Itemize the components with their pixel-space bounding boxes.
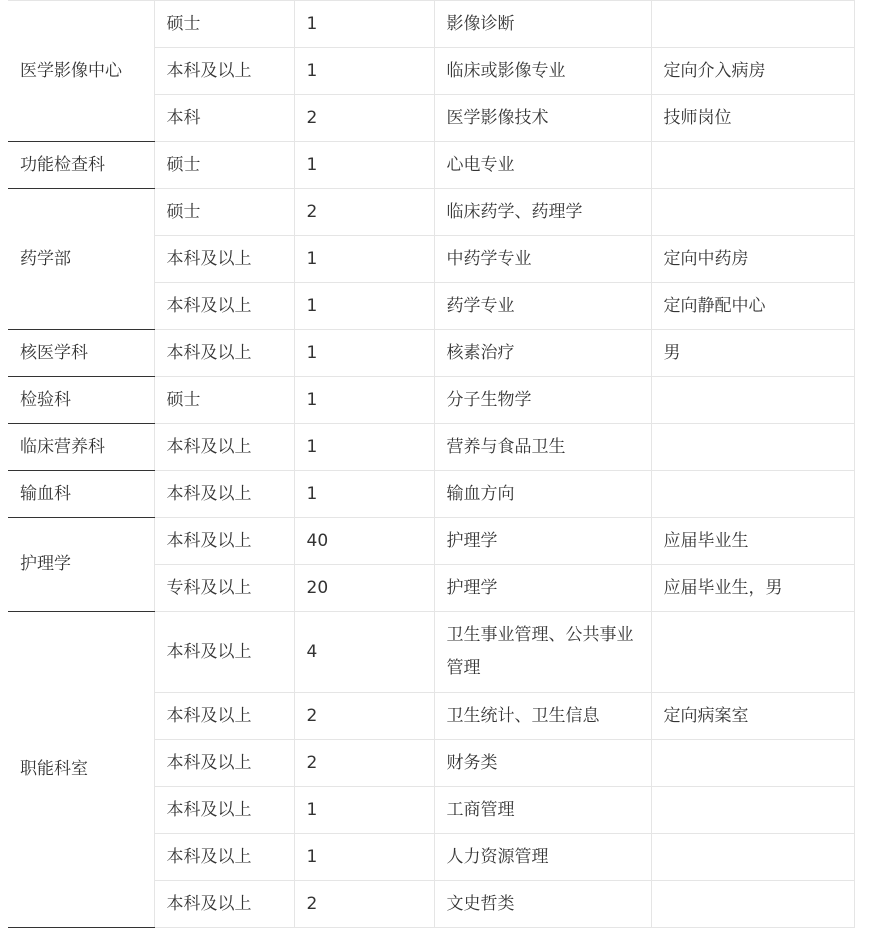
table-row: [8, 471, 854, 518]
degree-cell: 专科及以上: [154, 565, 294, 612]
count-cell: 2: [294, 189, 434, 236]
major-cell: 药学专业: [434, 283, 651, 330]
major-cell: 护理学: [434, 565, 651, 612]
degree-cell: 本科及以上: [154, 283, 294, 330]
major-cell: 卫生统计、卫生信息: [434, 693, 651, 740]
count-cell: 1: [294, 787, 434, 834]
major-cell: 营养与食品卫生: [434, 424, 651, 471]
degree-cell: 硕士: [154, 189, 294, 236]
note-cell: [651, 424, 854, 471]
table-row: [8, 377, 854, 424]
table-row: [8, 1, 854, 48]
recruitment-table-body: [8, 1, 854, 928]
note-cell: [651, 612, 854, 693]
dept-cell: 输血科: [8, 471, 154, 518]
count-cell: 2: [294, 740, 434, 787]
degree-cell: 本科及以上: [154, 787, 294, 834]
dept-cell: 医学影像中心: [8, 1, 154, 142]
degree-cell: 本科及以上: [154, 471, 294, 518]
count-cell: 2: [294, 693, 434, 740]
degree-cell: 本科及以上: [154, 740, 294, 787]
major-cell: 心电专业: [434, 142, 651, 189]
table-row: [8, 330, 854, 377]
note-cell: 定向介入病房: [651, 48, 854, 95]
note-cell: [651, 881, 854, 928]
count-cell: 1: [294, 236, 434, 283]
note-cell: 定向中药房: [651, 236, 854, 283]
note-cell: [651, 787, 854, 834]
count-cell: 1: [294, 471, 434, 518]
count-cell: 1: [294, 48, 434, 95]
count-cell: 1: [294, 424, 434, 471]
major-cell: 人力资源管理: [434, 834, 651, 881]
note-cell: 应届毕业生，男: [651, 565, 854, 612]
note-cell: [651, 1, 854, 48]
count-cell: 20: [294, 565, 434, 612]
degree-cell: 本科: [154, 95, 294, 142]
count-cell: 1: [294, 142, 434, 189]
table-row: [8, 424, 854, 471]
table-row: [8, 189, 854, 236]
major-cell: 核素治疗: [434, 330, 651, 377]
note-cell: [651, 471, 854, 518]
major-cell: 影像诊断: [434, 1, 651, 48]
major-cell: 工商管理: [434, 787, 651, 834]
degree-cell: 本科及以上: [154, 48, 294, 95]
major-cell: 财务类: [434, 740, 651, 787]
degree-cell: 本科及以上: [154, 518, 294, 565]
dept-cell: 药学部: [8, 189, 154, 330]
recruitment-table: [8, 0, 855, 928]
degree-cell: 硕士: [154, 142, 294, 189]
dept-cell: 职能科室: [8, 612, 154, 928]
dept-cell: 检验科: [8, 377, 154, 424]
table-row: [8, 612, 854, 693]
major-cell: 临床或影像专业: [434, 48, 651, 95]
note-cell: [651, 189, 854, 236]
degree-cell: 本科及以上: [154, 330, 294, 377]
major-cell: 文史哲类: [434, 881, 651, 928]
note-cell: 定向静配中心: [651, 283, 854, 330]
major-cell: 分子生物学: [434, 377, 651, 424]
degree-cell: 硕士: [154, 377, 294, 424]
note-cell: 定向病案室: [651, 693, 854, 740]
count-cell: 2: [294, 95, 434, 142]
note-cell: [651, 834, 854, 881]
table-row: [8, 518, 854, 565]
note-cell: 技师岗位: [651, 95, 854, 142]
count-cell: 1: [294, 834, 434, 881]
count-cell: 1: [294, 1, 434, 48]
note-cell: [651, 740, 854, 787]
degree-cell: 本科及以上: [154, 236, 294, 283]
degree-cell: 本科及以上: [154, 424, 294, 471]
count-cell: 4: [294, 612, 434, 693]
note-cell: [651, 377, 854, 424]
major-cell: 卫生事业管理、公共事业管理: [434, 612, 651, 693]
major-cell: 护理学: [434, 518, 651, 565]
count-cell: 1: [294, 330, 434, 377]
count-cell: 1: [294, 377, 434, 424]
count-cell: 40: [294, 518, 434, 565]
degree-cell: 本科及以上: [154, 834, 294, 881]
degree-cell: 硕士: [154, 1, 294, 48]
note-cell: 应届毕业生: [651, 518, 854, 565]
dept-cell: 护理学: [8, 518, 154, 612]
degree-cell: 本科及以上: [154, 693, 294, 740]
dept-cell: 临床营养科: [8, 424, 154, 471]
major-cell: 临床药学、药理学: [434, 189, 651, 236]
count-cell: 2: [294, 881, 434, 928]
major-cell: 中药学专业: [434, 236, 651, 283]
count-cell: 1: [294, 283, 434, 330]
note-cell: [651, 142, 854, 189]
note-cell: 男: [651, 330, 854, 377]
major-cell: 输血方向: [434, 471, 651, 518]
degree-cell: 本科及以上: [154, 612, 294, 693]
dept-cell: 核医学科: [8, 330, 154, 377]
dept-cell: 功能检查科: [8, 142, 154, 189]
table-row: [8, 142, 854, 189]
major-cell: 医学影像技术: [434, 95, 651, 142]
degree-cell: 本科及以上: [154, 881, 294, 928]
